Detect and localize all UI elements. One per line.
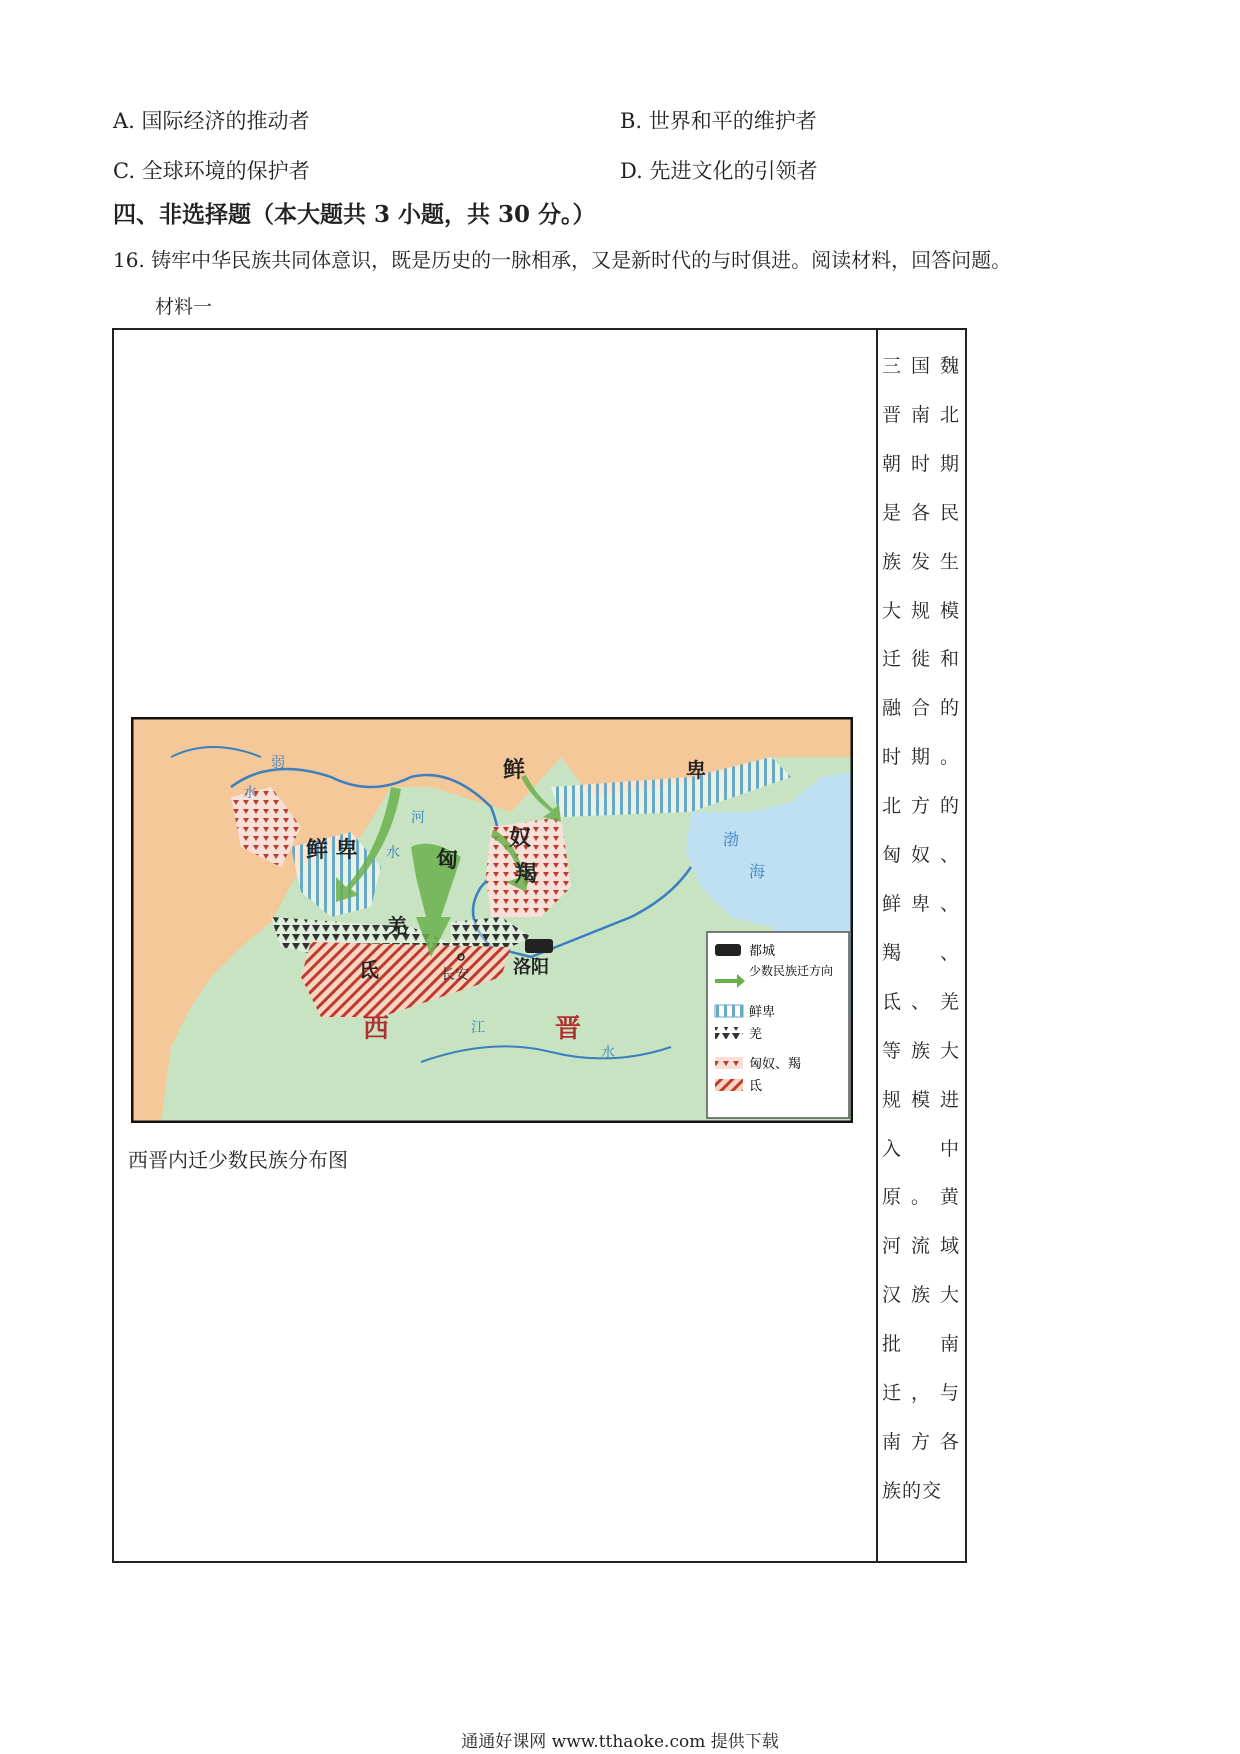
material-table <box>112 328 967 1563</box>
table-divider <box>876 330 878 1561</box>
label-xianbei-north: 鲜 <box>503 757 526 783</box>
label-shui-1: 水 <box>243 785 257 801</box>
option-d-letter: D. <box>620 159 643 183</box>
section-heading: 四、非选择题（本大题共 3 小题，共 30 分。） <box>113 201 596 228</box>
question-16: 16. 铸牢中华民族共同体意识，既是历史的一脉相承，又是新时代的与时俱进。阅读材料，回答问题。 <box>113 248 1012 272</box>
label-luoyang: 洛阳 <box>513 957 549 978</box>
label-qiang: 羌 <box>387 914 407 938</box>
luoyang-capital-icon <box>525 939 553 953</box>
legend-migration-label: 少数民族迁方向 <box>749 964 834 978</box>
label-xianbei-west: 鲜 卑 <box>306 837 358 863</box>
page-footer: 通通好课网 www.tthaoke.com 提供下载 <box>461 1732 779 1752</box>
migration-map <box>131 717 853 1123</box>
label-xiongnu-left: 匈 <box>436 847 459 873</box>
legend-xianbei-swatch <box>715 1005 743 1017</box>
option-d-text: 先进文化的引领者 <box>649 159 818 183</box>
option-a-letter: A. <box>113 109 135 133</box>
option-a-text: 国际经济的推动者 <box>141 109 310 133</box>
label-jiang: 江 <box>471 1020 485 1036</box>
legend-xiongnu-label: 匈奴、羯 <box>749 1057 802 1072</box>
side-text: 三国魏晋南北朝时期是各民族发生大规模迁徙和融合的时期。北方的匈奴、鲜卑、羯、氐、羌等族大规模进入中原。黄河流域汉族大批南迁，与南方各族的交 <box>882 355 960 1502</box>
label-changan: 长安 <box>441 967 469 983</box>
label-bo: 渤 <box>723 830 740 849</box>
label-xianbei-ne: 卑 <box>686 758 706 782</box>
map-legend <box>707 932 849 1118</box>
label-xiongnu-right: 奴 <box>509 825 532 851</box>
legend-capital-icon <box>715 944 741 956</box>
label-jie: 羯 <box>515 861 538 887</box>
label-xi: 西 <box>363 1014 390 1044</box>
option-b <box>620 105 817 135</box>
label-ruo: 弱 <box>271 755 285 771</box>
legend-di-label: 氐 <box>749 1079 763 1094</box>
option-b-text: 世界和平的维护者 <box>648 109 817 133</box>
label-hai: 海 <box>749 862 766 881</box>
legend-qiang-swatch <box>715 1027 743 1039</box>
option-c-text: 全球环境的保护者 <box>141 159 310 183</box>
option-b-letter: B. <box>620 109 643 133</box>
option-d <box>620 155 817 185</box>
label-jin: 晋 <box>555 1014 582 1044</box>
legend-xiongnu-swatch <box>715 1057 743 1069</box>
legend-qiang-label: 羌 <box>749 1027 763 1042</box>
option-c-letter: C. <box>113 159 135 183</box>
label-shui-3: 水 <box>601 1045 615 1061</box>
label-di: 氐 <box>359 958 379 982</box>
material-label: 材料一 <box>155 296 213 318</box>
legend-capital-label: 都城 <box>749 944 776 959</box>
label-shui-2: 水 <box>386 845 400 861</box>
option-c <box>113 155 310 185</box>
legend-xianbei-label: 鲜卑 <box>749 1005 776 1020</box>
label-he: 河 <box>411 810 425 826</box>
option-a <box>113 105 310 135</box>
legend-di-swatch <box>715 1079 743 1091</box>
map-caption: 西晋内迁少数民族分布图 <box>128 1148 348 1172</box>
